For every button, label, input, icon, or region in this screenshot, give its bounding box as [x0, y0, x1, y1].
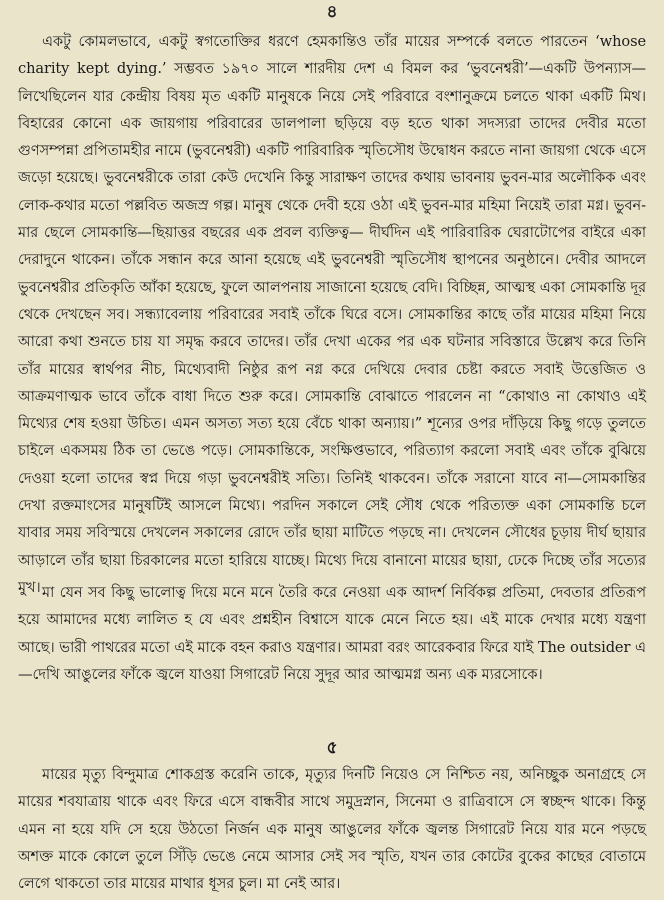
section-number: ৪ — [326, 2, 338, 21]
paragraph: একটু কোমলভাবে, একটু স্বগতোক্তির ধরণে হেমকান্তিও তাঁর মায়ের সম্পর্কে বলতে পারতেন ‘whose charity kept dying.’ সম্ভবত ১৯৭০ সালে শারদীয় দেশ এ বিমল কর ‘ভুবনেশ্বরী’—একটি উপন্যাস— লিখেছিলেন যার কেন্দ্রীয় বিষয় মৃত একটি মানুষকে নিয়ে সেই পরিবারে বংশানুক্রমে চলতে থাকা একটি মিথ। বিহারের কোনো এক জায়গায় পরিবারের ডালপালা ছড়িয়ে বড় হতে থাকা সদস্যরা তাদের দেবীর মতো গুণসম্পন্না প্রপিতামহীর নামে (ভুবনেশ্বরী) একটি পারিবারিক স্মৃতিসৌধ উদ্বোধন করতে নানা জায়গা থেকে এসে জড়ো হয়েছে। ভুবনেশ্বরীকে তারা কেউ দেখেনি কিন্তু সারাক্ষণ তাদের কথায় ভাবনায় ভুবন-মার অলৌকিক এবং লোক-কথার মতো পল্লবিত অজস্র গল্প। মানুষ থেকে দেবী হয়ে ওঠা এই ভুবন-মার মহিমা নিয়েই তারা মগ্ন। ভুবন-মার ছেলে সোমকান্তি—ছিয়াত্তর বছরের এক প্রবল ব্যক্তিত্ব— দীর্ঘদিন এই পারিবারিক ঘেরাটোপের বাইরে একা দেরাদুনে থাকেন। তাঁকে সন্ধান করে আনা হয়েছে এই ভুবনেশ্বরী স্মৃতিসৌধ স্থাপনের অনুষ্ঠানে। দেবীর আদলে ভুবনেশ্বরীর প্রতিকৃতি আঁকা হয়েছে, ফুলে আলপনায় সাজানো হয়েছে বেদি। বিচ্ছিন্ন, আত্মস্থ একা সোমকান্তি দূর থেকে দেখছেন সব। সন্ধ্যাবেলায় পরিবারের সবাই তাঁকে ঘিরে বসে। সোমকান্তির কাছে তাঁর মায়ের মহিমা নিয়ে আরো কথা শুনতে চায় যা সমৃদ্ধ করবে তাদের। তাঁর দেখা একের পর এক ঘটনার সবিস্তারে উল্লেখ করে তিনি তাঁর মায়ের স্বার্থপর নীচ, মিথ্যেবাদী নিষ্ঠুর রূপ নগ্ন করে দেখিয়ে দেবার চেষ্টা করতে সবাই উত্তেজিত ও আক্রমণাত্মক ভাবে তাঁকে বাধা দিতে শুরু করে। সোমকান্তি বোঝাতে পারলেন না “কোথাও না কোথাও এই মিথ্যের শেষ হওয়া উচিত। এমন অসত্য সত্য হয়ে বেঁচে থাকা অন্যায়।” শূন্যের ওপর দাঁড়িয়ে কিছু গড়ে তুলতে চাইলে একসময় ঠিক তা ভেঙে পড়ে। সোমকান্তিকে, সংক্ষিপ্তভাবে, পরিত্যাগ করলো সবাই এবং তাঁকে বুঝিয়ে দেওয়া হলো তাদের স্বপ্ন দিয়ে গড়া ভুবনেশ্বরীই সত্যি। তিনিই থাকবেন। তাঁকে সরানো যাবে না—সোমকান্তির দেখা রক্তমাংসের মানুষটিই আসলে মিথ্যে। পরদিন সকালে সেই সৌধ থেকে পরিত্যক্ত একা সোমকান্তি চলে যাবার সময় সবিস্ময়ে দেখলেন সকালের রোদে তাঁর ছায়া মাটিতে পড়ছে না। দেখলেন সৌধের চূড়ায় দীর্ঘ ছায়ার আড়ালে তাঁর ছায়া চিরকালের মতো হারিয়ে যাচ্ছে। মিথ্যে দিয়ে বানানো মায়ের ছায়া, ঢেকে দিচ্ছে তাঁর সত্যের মুখ। — [18, 33, 646, 596]
section-number: ৫ — [326, 738, 338, 757]
paragraph: মা যেন সব কিছু ভালোত্ব দিয়ে মনে মনে তৈরি করে নেওয়া এক আদর্শ নির্বিকল্প প্রতিমা, দেবতার প্রতিরূপ হয়ে আমাদের মধ্যে লালিত হ যে এবং প্রশ্নহীন বিশ্বাসে যাকে মেনে নিতে হয়। এই মাকে দেখার মধ্যে যন্ত্রণা আছে। ভারী পাথরের মতো এই মাকে বহন করাও যন্ত্রণার। আমরা বরং আরেকবার ফিরে যাই The outsider এ—দেখি আঙুলের ফাঁকে জ্বলে যাওয়া সিগারেট নিয়ে সুদূর আর আত্মমগ্ন অন্য এক ম্যরসোকে। — [18, 584, 646, 683]
paragraph: মায়ের মৃত্যু বিন্দুমাত্র শোকগ্রস্ত করেনি তাকে, মৃত্যুর দিনটি নিয়েও সে নিশ্চিত নয়, অনিচ্ছুক অনাগ্রহে সে মায়ের শবযাত্রায় থাকে এবং ফিরে এসে বান্ধবীর সাথে সমুদ্রস্নান, সিনেমা ও রাত্রিবাসে সে স্বচ্ছন্দ থাকে। কিন্তু এমন না হয়ে যদি সে হয়ে উঠতো নির্জন এক মানুষ আঙুলের ফাঁকে জ্বলন্ত সিগারেট নিয়ে যার মনে পড়ছে অশক্ত মাকে কোলে তুলে সিঁড়ি ভেঙে নেমে আসার সেই সব স্মৃতি, যখন তার কোটের বুকের কাছের বোতামে লেগে থাকতো তার মায়ের মাথার ধূসর চুল। মা নেই আর। — [18, 766, 646, 893]
